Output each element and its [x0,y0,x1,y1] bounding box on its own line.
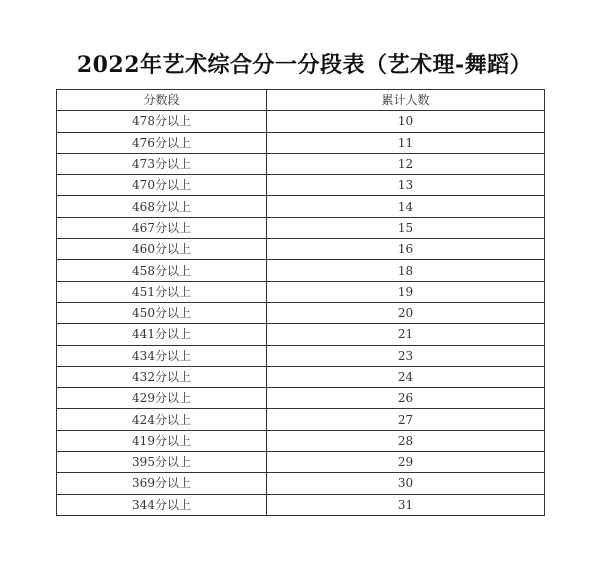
count-cell: 21 [267,324,545,345]
score-cell: 450分以上 [57,302,267,323]
score-cell: 429分以上 [57,388,267,409]
table-row [57,175,545,196]
count-cell: 23 [267,345,545,366]
score-cell: 460分以上 [57,239,267,260]
table-row [57,132,545,153]
count-cell: 12 [267,153,545,174]
score-cell: 395分以上 [57,452,267,473]
table-row [57,217,545,238]
table-row [57,196,545,217]
column-header-score-range: 分数段 [57,90,267,111]
table-row [57,388,545,409]
table-row [57,260,545,281]
count-cell: 18 [267,260,545,281]
table-body [57,111,545,516]
table-row [57,324,545,345]
table-row [57,153,545,174]
table-row [57,473,545,494]
score-cell: 451分以上 [57,281,267,302]
count-cell: 15 [267,217,545,238]
score-cell: 424分以上 [57,409,267,430]
count-cell: 19 [267,281,545,302]
score-cell: 468分以上 [57,196,267,217]
count-cell: 26 [267,388,545,409]
count-cell: 20 [267,302,545,323]
table-row [57,239,545,260]
table-row [57,281,545,302]
count-cell: 13 [267,175,545,196]
table-row [57,494,545,515]
count-cell: 29 [267,452,545,473]
table-row [57,409,545,430]
score-cell: 434分以上 [57,345,267,366]
table-row [57,302,545,323]
table-row [57,366,545,387]
table-row [57,111,545,132]
column-header-cumulative-count: 累计人数 [267,90,545,111]
score-cell: 432分以上 [57,366,267,387]
score-cell: 441分以上 [57,324,267,345]
count-cell: 28 [267,430,545,451]
score-cell: 473分以上 [57,153,267,174]
table-row [57,452,545,473]
score-cell: 476分以上 [57,132,267,153]
score-distribution-table [56,89,545,516]
count-cell: 31 [267,494,545,515]
table-header-row [57,90,545,111]
count-cell: 16 [267,239,545,260]
score-cell: 344分以上 [57,494,267,515]
score-cell: 369分以上 [57,473,267,494]
score-cell: 478分以上 [57,111,267,132]
count-cell: 11 [267,132,545,153]
count-cell: 30 [267,473,545,494]
count-cell: 14 [267,196,545,217]
count-cell: 10 [267,111,545,132]
score-cell: 419分以上 [57,430,267,451]
score-cell: 458分以上 [57,260,267,281]
score-cell: 470分以上 [57,175,267,196]
table-row [57,345,545,366]
score-cell: 467分以上 [57,217,267,238]
count-cell: 24 [267,366,545,387]
page-title: 2022年艺术综合分一分段表（艺术理-舞蹈） [76,52,533,78]
table-row [57,430,545,451]
count-cell: 27 [267,409,545,430]
